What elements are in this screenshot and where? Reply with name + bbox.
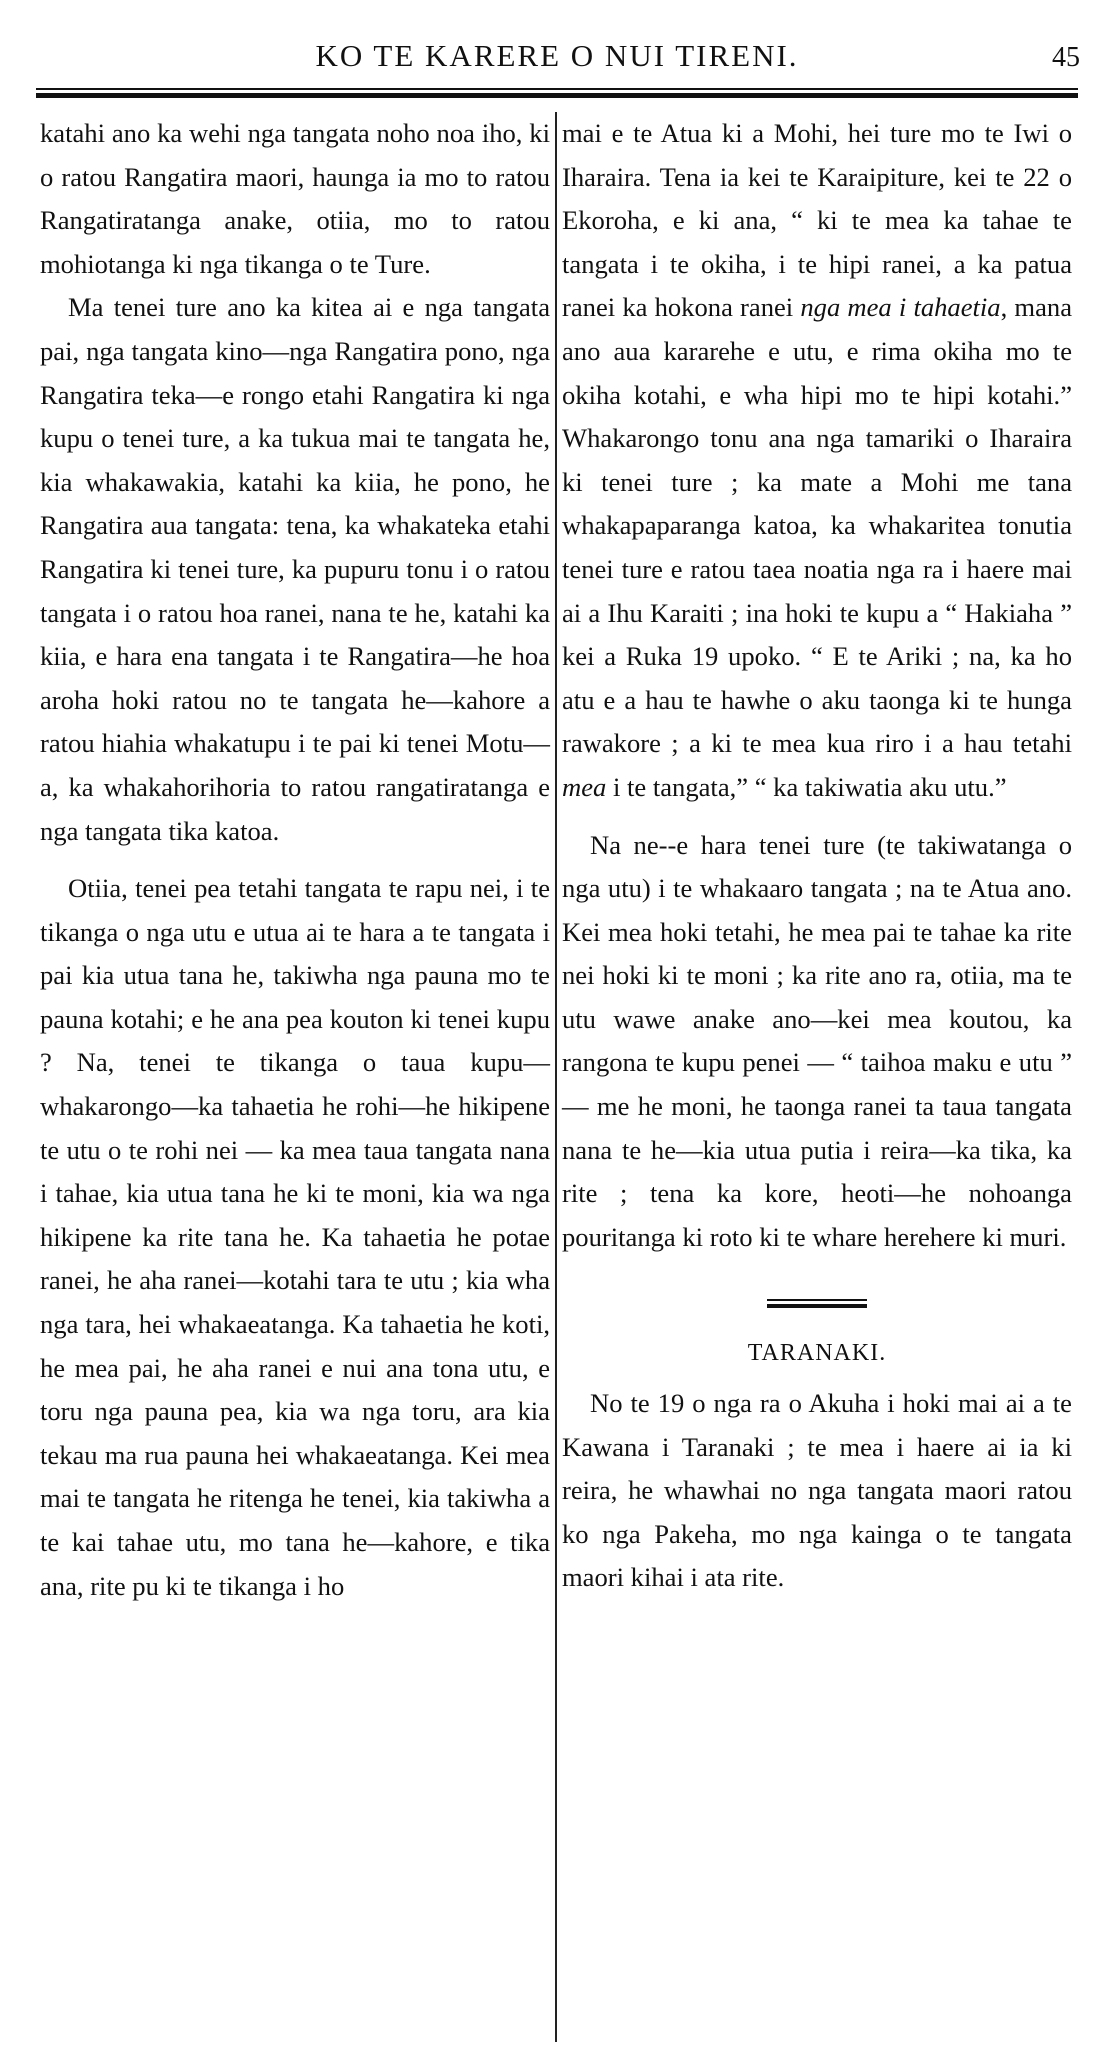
right-paragraph-2: Na ne--e hara tenei ture (te takiwatanga o nga utu) i te whakaaro tangata ; na te Atua ano. Kei mea hoki tetahi, he mea pai te tahae ka rite nei hoki ki te moni ; ka rite ano ra, otiia, ma te utu wawe anake ano—kei mea koutou, ka rangona te kupu penei — “ taihoa maku e utu ” — me he moni, he taonga ranei ta taua tangata nana te he—kia utua putia i reira—ka tika, ka rite ; tena ka kore, heoti—he nohoanga pouritanga ki roto ki te whare herehere ki muri. [562,829,1072,1252]
left-paragraph-3: Otiia, tenei pea tetahi tangata te rapu nei, i te tikanga o nga utu e utua ai te hara a te tangata i pai kia utua tana he, takiwha nga pauna mo te pauna kotahi; e he ana pea kouton ki tenei kupu ? Na, tenei te tikanga o taua kupu—whakarongo—ka tahaetia he rohi—he hikipene te utu o te rohi nei — ka mea taua tangata nana i tahae, kia utua tana he ki te moni, kia wa nga hikipene ka rite tana he. Ka tahaetia he potae ranei, he aha ranei—kotahi tara te utu ; kia wha nga tara, hei whakaeatanga. Ka tahaetia he koti, he mea pai, he aha ranei e nui ana tona utu, e toru nga pauna pea, kia wa nga toru, ara kia tekau ma rua pauna hei whakaeatanga. Kei mea mai te tangata he ritenga he tenei, kia takiwha a te kai tahae utu, mo tana he—kahore, e tika ana, rite pu ki te tikanga i ho [40,873,550,1601]
right-paragraph-1 [562,112,1072,810]
newspaper-title: KO TE KARERE O NUI TIRENI. [315,38,799,73]
right-paragraph-1-italic-1: nga mea i tahaetia [800,292,1001,323]
page-header [0,38,1114,88]
right-paragraph-3: No te 19 o nga ra o Akuha i hoki mai ai a te Kawana i Taranaki ; te mea i haere ai ia ki reira, he whawhai no nga tangata maori ratou ko nga Pakeha, mo nga kainga o te tangata maori kihai i ata rite. [562,1388,1072,1593]
right-paragraph-1-italic-2: mea [562,771,607,802]
section-title: TARANAKI. [747,1340,887,1367]
left-paragraph-2: Ma tenei ture ano ka kitea ai e nga tangata pai, nga tangata kino—nga Rangatira pono, nga Rangatira teka—e rongo etahi Rangatira ki nga kupu o tenei ture, a ka tukua mai te tangata he, kia whakawakia, katahi ka kiia, he pono, he Rangatira aua tangata: tena, ka whakateka etahi Rangatira ki tenei ture, ka pupuru tonu i o ratou tangata i o ratou hoa ranei, nana te he, katahi ka kiia, e hara ena tangata i te Rangatira—he hoa aroha hoki ratou no te tangata he—kahore a ratou hiahia whakatupu i te pai ki tenei Motu—a, ka whakahorihoria to ratou rangatiratanga e nga tangata tika katoa. [40,292,550,846]
header-rule [36,88,1078,98]
section-separator [767,1299,867,1308]
right-column [562,112,1072,1600]
left-paragraph-1: katahi ano ka wehi nga tangata noho noa iho, ki o ratou Rangatira maori, haunga ia mo to ratou Rangatiratanga anake, otiia, mo to ratou mohiotanga ki nga tikanga o te Ture. [40,118,550,279]
page-number: 45 [1052,42,1080,73]
right-paragraph-1-part-c: i te tangata,” “ ka takiwatia aku utu.” [606,771,1007,802]
right-paragraph-1-part-a: mai e te Atua ki a Mohi, hei ture mo te Iwi o Iharaira. Tena ia kei te Karaipiture, kei te 22 o Ekoroha, e ki ana, “ ki te mea ka tahae te tangata i te okiha, i te hipi ranei, a ka patua ranei ka hokona ranei [562,118,1072,323]
right-paragraph-1-part-b: , mana ano aua kararehe e utu, e rima okiha mo te okiha kotahi, e wha hipi mo te hipi kotahi.” Whakarongo tonu ana nga tamariki o Iharaira ki tenei ture ; ka mate a Mohi me tana whakapaparanga katoa, ka whakaritea tonutia tenei ture e ratou taea noatia nga ra i haere mai ai a Ihu Karaiti ; ina hoki te kupu a “ Hakiaha ” kei a Ruka 19 upoko. “ E te Ariki ; na, ka ho atu e a hau te hawhe o aku taonga ki te hunga rawakore ; a ki te mea kua riro i a hau tetahi [562,292,1073,759]
column-divider [555,112,557,2042]
left-column [40,112,550,1608]
